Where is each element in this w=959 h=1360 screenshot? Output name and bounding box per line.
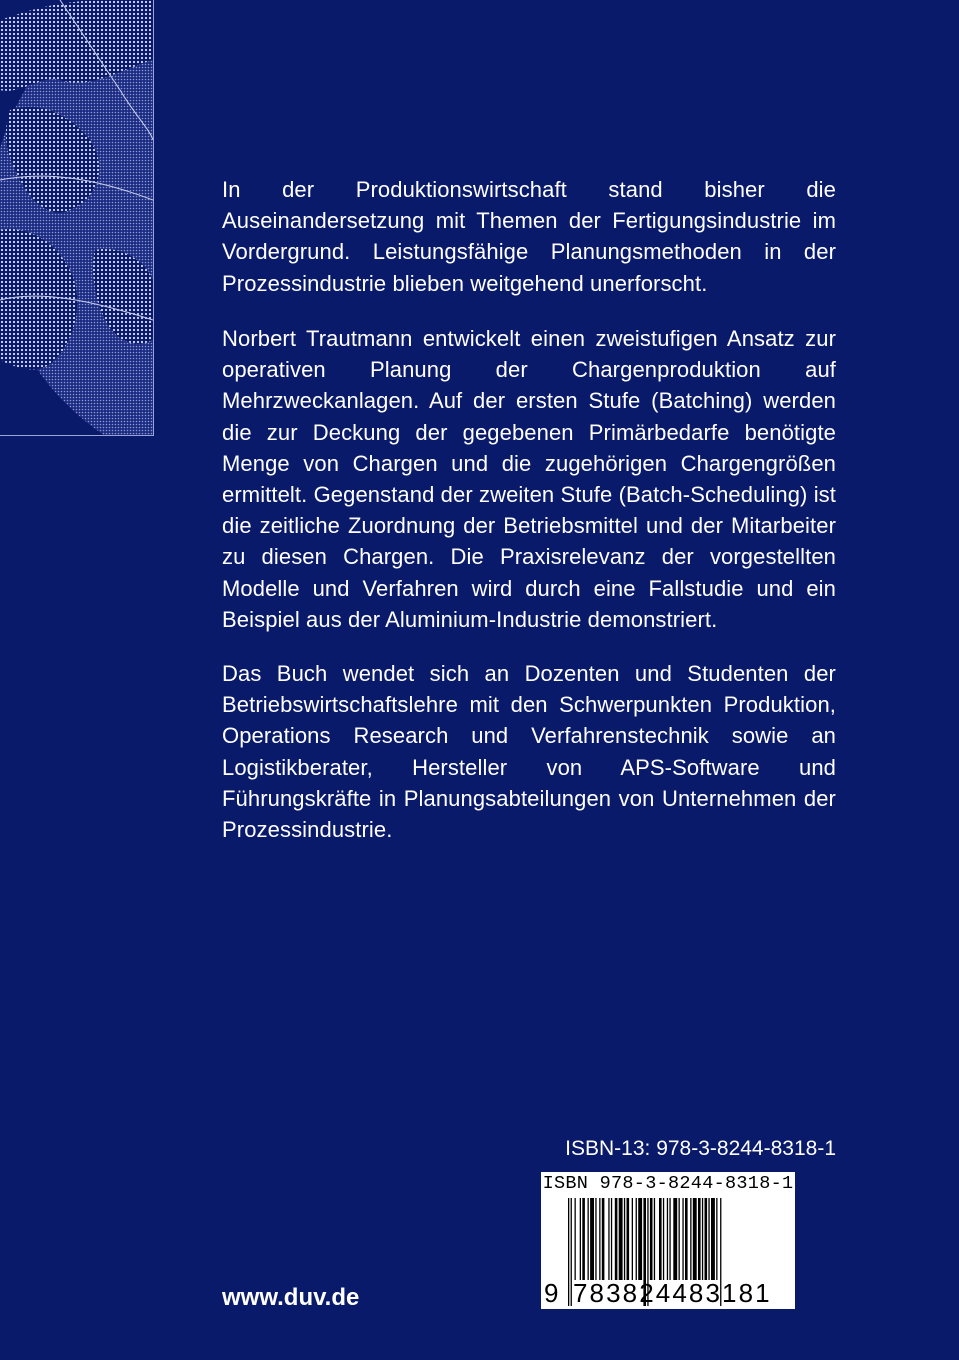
- barcode: [541, 1172, 795, 1309]
- isbn-label: ISBN-13: 978-3-8244-8318-1: [565, 1137, 836, 1160]
- paragraph-intro: [222, 174, 836, 299]
- paragraph-approach: [222, 323, 836, 635]
- paragraph-audience: [222, 658, 836, 845]
- barcode-top-text: ISBN 978-3-8244-8318-1: [542, 1173, 794, 1194]
- website-url: www.duv.de: [222, 1284, 360, 1311]
- paragraph-approach-text: Norbert Trautmann entwickelt einen zweistufigen Ansatz zur operativen Planung der Chargenproduktion auf Mehrzweckanlagen. Auf der ersten Stufe (Batching) werden die zur Deckung der gegebenen Primärbedarfe benötigte Menge von Chargen und die zugehörigen Chargengrößen ermittelt. Gegenstand der zweiten Stufe (Batch-Scheduling) ist die zeitliche Zuordnung der Betriebsmittel und der Mitarbeiter zu diesen Chargen. Die Praxisrelevanz der vorgestellten Modelle und Verfahren wird durch eine Fallstudie und ein Beispiel aus der Aluminium-Industrie demonstriert.: [222, 326, 836, 632]
- barcode-first-digit: 9: [544, 1278, 559, 1308]
- barcode-digits: 783824483181: [573, 1278, 772, 1308]
- globe-image: [0, 0, 154, 436]
- paragraph-intro-text: In der Produktionswirtschaft stand bisher die Auseinandersetzung mit Themen der Fertigungsindustrie im Vordergrund. Leistungsfähige Planungsmethoden in der Prozessindustrie blieben weitgehend unerforscht.: [222, 177, 836, 296]
- paragraph-audience-text: Das Buch wendet sich an Dozenten und Studenten der Betriebswirtschaftslehre mit den Schwerpunkten Produktion, Operations Research und Verfahrenstechnik sowie an Logistikberater, Hersteller von APS-Software und Führungskräfte in Planungsabteilungen von Unternehmen der Prozessindustrie.: [222, 661, 836, 843]
